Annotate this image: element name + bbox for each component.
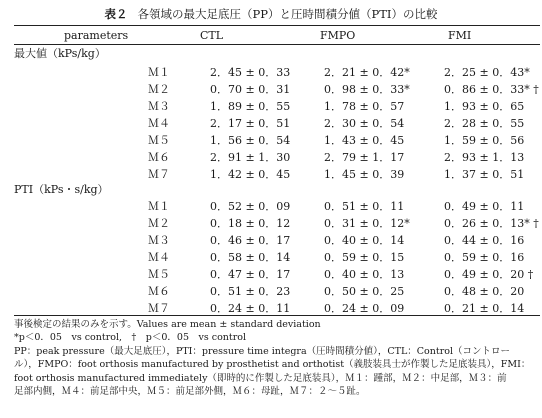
row-label: Ｍ５ <box>148 134 170 147</box>
table-notes <box>14 318 540 398</box>
table-row <box>14 98 540 115</box>
ctl-value: 1．89 ± 0．55 <box>210 100 291 113</box>
table-row <box>14 132 540 149</box>
ctl-value: 0．18 ± 0．12 <box>210 217 291 230</box>
section-pti-text: PTI（kPs・s/kg） <box>14 183 109 196</box>
row-label: Ｍ３ <box>148 234 170 247</box>
fmpo-value: 0．50 ± 0．25 <box>324 285 405 298</box>
header-parameters: parameters <box>64 29 129 42</box>
note-line: foot orthosis manufactured immediately（即時的に作製した足底装具），Ｍ１：踵部，Ｍ２：中足部，Ｍ３：前 <box>14 372 507 384</box>
ctl-value: 0．46 ± 0．17 <box>210 234 291 247</box>
row-label: Ｍ４ <box>148 117 170 130</box>
fmpo-value: 0．40 ± 0．14 <box>324 234 405 247</box>
fmi-value: 2．25 ± 0．43* <box>444 66 530 79</box>
note-line: ル），FMPO：foot orthosis manufactured by prosthetist and orthotist（義肢装具士が作製した足底装具），FMI： <box>14 359 531 371</box>
fmi-value: 0．44 ± 0．16 <box>444 234 525 247</box>
fmi-value: 0．49 ± 0．20 † <box>444 268 534 281</box>
note-line: 足部内側，Ｍ４：前足部中央，Ｍ５：前足部外側，Ｍ６：母趾，Ｍ７：２～５趾。 <box>14 386 366 398</box>
fmpo-value: 0．59 ± 0．15 <box>324 251 405 264</box>
fmpo-value: 0．24 ± 0．09 <box>324 302 405 315</box>
ctl-value: 0．51 ± 0．23 <box>210 285 291 298</box>
note-line: *p＜0．05 vs control, † p＜0．05 vs control <box>14 332 247 344</box>
ctl-value: 2．91 ± 1．30 <box>210 151 291 164</box>
ctl-value: 0．58 ± 0．14 <box>210 251 291 264</box>
row-label: Ｍ２ <box>148 83 170 96</box>
fmi-value: 0．86 ± 0．33* † <box>444 83 539 96</box>
table-title <box>0 6 542 22</box>
table-caption: 各領域の最大足底圧（PP）と圧時間積分値（PTI）の比較 <box>137 7 438 21</box>
table-row <box>14 283 540 300</box>
row-label: Ｍ１ <box>148 200 170 213</box>
fmpo-value: 1．78 ± 0．57 <box>324 100 405 113</box>
fmpo-value: 2．30 ± 0．54 <box>324 117 405 130</box>
fmpo-value: 1．45 ± 0．39 <box>324 168 405 181</box>
fmi-value: 0．26 ± 0．13* † <box>444 217 539 230</box>
section-pp-label <box>14 45 540 62</box>
ctl-value: 1．42 ± 0．45 <box>210 168 291 181</box>
fmpo-value: 2．21 ± 0．42* <box>324 66 410 79</box>
fmpo-value: 1．43 ± 0．45 <box>324 134 405 147</box>
header-fmpo: FMPO <box>320 29 356 42</box>
note-line: 事後検定の結果のみを示す。Values are mean ± standard deviation <box>14 319 321 330</box>
table-row <box>14 266 540 283</box>
table-row <box>14 198 540 215</box>
row-label: Ｍ６ <box>148 285 170 298</box>
row-label: Ｍ４ <box>148 251 170 264</box>
header-row <box>14 27 540 44</box>
fmpo-value: 0．31 ± 0．12* <box>324 217 410 230</box>
row-label: Ｍ１ <box>148 66 170 79</box>
fmpo-value: 0．98 ± 0．33* <box>324 83 410 96</box>
fmi-value: 1．93 ± 0．65 <box>444 100 525 113</box>
top-rule <box>14 25 540 26</box>
table-row <box>14 232 540 249</box>
fmi-value: 0．21 ± 0．14 <box>444 302 525 315</box>
table-row <box>14 64 540 81</box>
ctl-value: 0．52 ± 0．09 <box>210 200 291 213</box>
ctl-value: 0．24 ± 0．11 <box>210 302 291 315</box>
table-row <box>14 249 540 266</box>
table-row <box>14 149 540 166</box>
table-row <box>14 115 540 132</box>
fmi-value: 0．49 ± 0．11 <box>444 200 525 213</box>
row-label: Ｍ６ <box>148 151 170 164</box>
fmi-value: 0．59 ± 0．16 <box>444 251 525 264</box>
row-label: Ｍ７ <box>148 302 170 315</box>
row-label: Ｍ３ <box>148 100 170 113</box>
table-row <box>14 81 540 98</box>
header-fmi: FMI <box>448 29 472 42</box>
ctl-value: 0．47 ± 0．17 <box>210 268 291 281</box>
note-line: PP：peak pressure（最大足底圧），PTI：pressure time integra（圧時間積分値），CTL：Control（コントロー <box>14 345 511 357</box>
table-number: 表２ <box>104 7 128 21</box>
fmi-value: 1．37 ± 0．51 <box>444 168 525 181</box>
fmi-value: 2．93 ± 1．13 <box>444 151 525 164</box>
row-label: Ｍ５ <box>148 268 170 281</box>
ctl-value: 1．56 ± 0．54 <box>210 134 291 147</box>
fmpo-value: 0．51 ± 0．11 <box>324 200 405 213</box>
row-label: Ｍ７ <box>148 168 170 181</box>
row-label: Ｍ２ <box>148 217 170 230</box>
header-ctl: CTL <box>200 29 224 42</box>
ctl-value: 2．45 ± 0．33 <box>210 66 291 79</box>
ctl-value: 2．17 ± 0．51 <box>210 117 291 130</box>
ctl-value: 0．70 ± 0．31 <box>210 83 291 96</box>
fmi-value: 0．48 ± 0．20 <box>444 285 525 298</box>
fmi-value: 2．28 ± 0．55 <box>444 117 525 130</box>
fmpo-value: 0．40 ± 0．13 <box>324 268 405 281</box>
section-pti-label <box>14 181 540 198</box>
fmpo-value: 2．79 ± 1．17 <box>324 151 405 164</box>
bottom-rule <box>14 315 540 316</box>
fmi-value: 1．59 ± 0．56 <box>444 134 525 147</box>
table-row <box>14 215 540 232</box>
section-pp-text: 最大値（kPs/kg） <box>14 47 106 60</box>
